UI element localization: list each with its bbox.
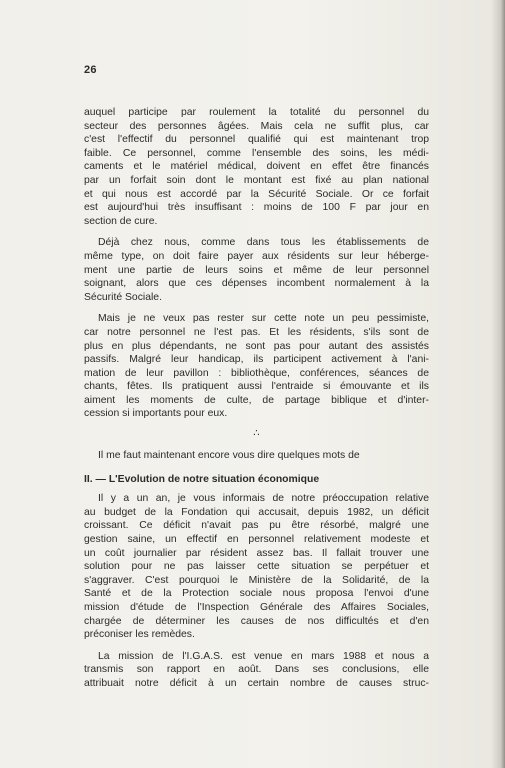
text-line: Santé et de la Protection sociale nous proposa l'envoi d'une: [84, 588, 429, 600]
text-line: Sécurité Sociale.: [84, 291, 162, 303]
paragraph-1: [84, 106, 429, 228]
text-line: faible. Ce personnel, comme l'ensemble des soins, les médi-: [84, 147, 429, 159]
text-line: un coût journalier par résident assez bas. Il fallait trouver une: [84, 547, 429, 559]
text-line: transmis son rapport en août. Dans ses conclusions, elle: [84, 664, 429, 676]
text-line: caments et le matériel médical, doivent en effet être financés: [84, 161, 429, 173]
text-line: plus en plus dépendants, ne sont pas pour autant des assistés: [84, 340, 429, 352]
text-line: même type, on doit faire payer aux résidents sur leur héberge-: [84, 250, 429, 262]
text-line: solution pour ne pas laisser cette situation se perpétuer et: [84, 561, 429, 573]
text-line: mation de leur pavillon : bibliothèque, conférences, séances de: [84, 367, 429, 379]
section-paragraph-1: [84, 492, 429, 642]
text-line: section de cure.: [84, 215, 158, 227]
section-paragraph-2: [84, 650, 429, 691]
text-line: croissant. Ce déficit n'avait pas pu être résorbé, malgré une: [84, 520, 429, 532]
asterism-separator: ∴: [253, 428, 260, 440]
text-line: Déjà chez nous, comme dans tous les établissements de: [98, 237, 429, 249]
text-line: cession si importants pour eux.: [84, 408, 228, 420]
text-line: au budget de la Fondation qui accusait, depuis 1982, un déficit: [84, 506, 429, 518]
text-line: chargée de déterminer les causes de nos difficultés et d'en: [84, 615, 429, 627]
text-line: ment une partie de leurs soins et même de leur personnel: [84, 264, 429, 276]
text-line: auquel participe par roulement la totalité du personnel du: [84, 107, 429, 118]
paragraph-2: [84, 236, 429, 304]
page-number: 26: [84, 64, 97, 76]
section-heading: II. — L'Evolution de notre situation économique: [84, 473, 320, 485]
text-line: chants, fêtes. Ils pratiquent aussi l'entraide si émouvante et ils: [84, 381, 429, 393]
text-line: Il me faut maintenant encore vous dire quelques mots de: [98, 450, 360, 462]
text-line: aiment les moments de culte, de partage biblique et d'inter-: [84, 394, 429, 406]
text-line: Il y a un an, je vous informais de notre préoccupation relative: [98, 493, 429, 505]
paragraph-3: [84, 312, 429, 421]
text-line: s'aggraver. C'est pourquoi le Ministère de la Solidarité, de la: [84, 574, 429, 586]
transition-paragraph: [84, 449, 429, 463]
text-line: est aujourd'hui très insuffisant : moins de 100 F par jour en: [84, 202, 429, 214]
text-line: soignant, alors que ces dépenses incombent normalement à la: [84, 278, 429, 290]
text-line: mission d'étude de l'Inspection Générale des Affaires Sociales,: [84, 602, 429, 613]
text-line: car notre personnel ne l'est pas. Et les résidents, s'ils sont de: [84, 326, 429, 338]
text-line: attribuait notre déficit à un certain nombre de causes struc-: [84, 677, 429, 689]
text-line: gestion saine, un effectif en personnel relativement modeste et: [84, 534, 429, 546]
text-line: par un forfait soin dont le montant est fixé au plan national: [84, 174, 429, 186]
text-line: c'est l'effectif du personnel qualifié qui est maintenant trop: [84, 134, 429, 146]
text-line: et qui nous est accordé par la Sécurité Sociale. Or ce forfait: [84, 188, 429, 200]
page-content: [84, 106, 429, 699]
text-line: passifs. Malgré leur handicap, ils participent activement à l'ani-: [84, 354, 429, 366]
text-line: La mission de l'I.G.A.S. est venue en mars 1988 et nous a: [98, 650, 429, 662]
text-line: secteur des personnes âgées. Mais cela ne suffit plus, car: [84, 120, 429, 132]
text-line: préconiser les remèdes.: [84, 629, 195, 641]
text-line: Mais je ne veux pas rester sur cette note un peu pessimiste,: [98, 313, 429, 325]
page-edge-shadow: [491, 0, 505, 768]
